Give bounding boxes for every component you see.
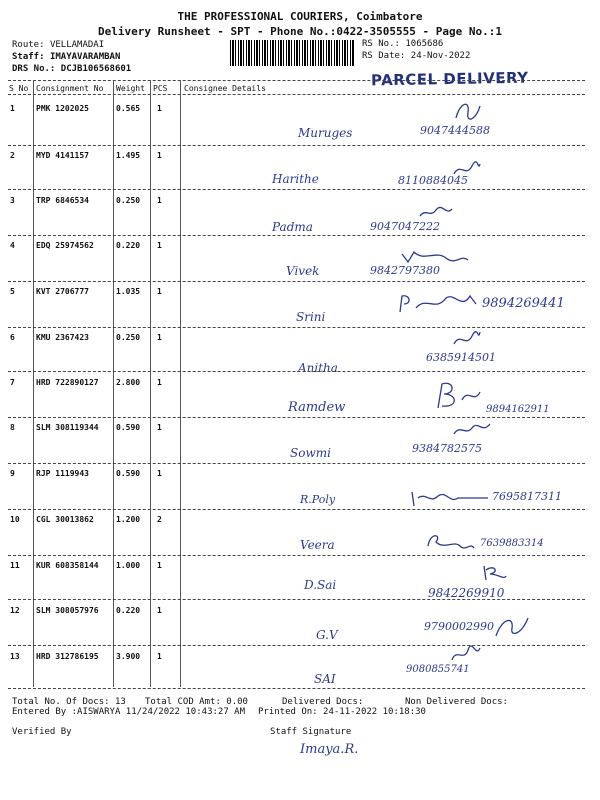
handwritten-name: Ramdew [288, 400, 346, 415]
row-consignment: HRD 722890127 [36, 378, 99, 387]
row-pcs: 1 [157, 151, 162, 160]
handwritten-name: D.Sai [304, 578, 337, 592]
signature-mark [410, 488, 490, 510]
signature-mark [480, 562, 508, 584]
signature-mark [492, 612, 532, 642]
handwritten-phone: 9384782575 [412, 442, 482, 455]
row-sno: 6 [10, 333, 15, 342]
row-weight: 0.590 [116, 469, 141, 478]
printed-on: Printed On: 24-11-2022 10:18:30 [258, 707, 426, 717]
handwritten-name: SAI [314, 672, 336, 686]
row-divider [8, 599, 585, 600]
header-rule-top [8, 80, 585, 81]
delivered-docs: Delivered Docs: [282, 697, 364, 707]
handwritten-phone: 7695817311 [492, 490, 562, 503]
signature-mark [452, 98, 482, 124]
handwritten-name: G.V [316, 628, 338, 642]
staff-value: IMAYAVARAMBAN [49, 52, 121, 62]
handwritten-phone: 6385914501 [426, 351, 496, 364]
total-cod: Total COD Amt: 0.00 [145, 697, 248, 707]
column-line [33, 80, 34, 687]
staff-signature: Imaya.R. [300, 742, 359, 757]
handwritten-name: Srini [296, 310, 326, 324]
handwritten-phone: 9894162911 [486, 404, 550, 415]
row-weight: 1.035 [116, 287, 141, 296]
signature-mark [452, 160, 482, 180]
entered-by: Entered By :AISWARYA 11/24/2022 10:43:27 AM [12, 707, 245, 717]
row-sno: 11 [10, 561, 20, 570]
handwritten-phone: 9080855741 [406, 664, 470, 675]
company-title: THE PROFESSIONAL COURIERS, Coimbatore [177, 10, 423, 23]
row-weight: 1.495 [116, 151, 141, 160]
handwritten-name: Harithe [272, 172, 319, 186]
signature-mark [424, 530, 476, 554]
rs-no-line [362, 39, 443, 49]
row-consignment: RJP 1119943 [36, 469, 89, 478]
handwritten-name: Muruges [298, 126, 353, 140]
drs-label: DRS No.: [12, 64, 56, 74]
row-sno: 12 [10, 606, 20, 615]
row-divider [8, 235, 585, 236]
drs-line [12, 64, 131, 74]
row-consignment: CGL 30013862 [36, 515, 94, 524]
route-line [12, 40, 104, 50]
row-pcs: 1 [157, 287, 162, 296]
handwritten-phone: 8110884045 [398, 174, 468, 187]
row-consignment: MYD 4141157 [36, 151, 89, 160]
parcel-delivery-stamp: PARCEL DELIVERY [370, 68, 529, 90]
column-header-pcs: PCS [153, 84, 168, 93]
column-header-weight: Weight [116, 84, 145, 93]
row-consignment: HRD 312786195 [36, 652, 99, 661]
row-sno: 1 [10, 104, 15, 113]
row-weight: 0.220 [116, 606, 141, 615]
handwritten-name: Veera [300, 538, 335, 552]
row-sno: 8 [10, 423, 15, 432]
row-weight: 3.900 [116, 652, 141, 661]
row-weight: 1.200 [116, 515, 141, 524]
signature-mark [400, 248, 470, 264]
row-sno: 13 [10, 652, 20, 661]
column-header-consignee: Consignee Details [184, 84, 266, 93]
row-divider [8, 463, 585, 464]
row-divider [8, 145, 585, 146]
signature-mark [452, 328, 482, 350]
row-sno: 5 [10, 287, 15, 296]
handwritten-phone: 9842269910 [428, 586, 505, 600]
non-delivered-docs: Non Delivered Docs: [405, 697, 508, 707]
row-divider [8, 281, 585, 282]
signature-mark [418, 206, 454, 220]
column-line [113, 80, 114, 687]
rs-date-label: RS Date: [362, 51, 406, 61]
row-weight: 2.800 [116, 378, 141, 387]
row-divider [8, 417, 585, 418]
row-pcs: 1 [157, 423, 162, 432]
row-pcs: 1 [157, 561, 162, 570]
row-consignment: KMU 2367423 [36, 333, 89, 342]
staff-label: Staff: [12, 52, 45, 62]
column-header-sno: S No [9, 84, 29, 93]
row-divider [8, 189, 585, 190]
route-label: Route: [12, 40, 45, 50]
handwritten-phone: 7639883314 [480, 538, 544, 549]
row-consignment: KUR 608358144 [36, 561, 99, 570]
row-weight: 0.250 [116, 196, 141, 205]
row-pcs: 1 [157, 606, 162, 615]
handwritten-name: Padma [272, 220, 313, 234]
rs-no-value: 1065686 [405, 39, 444, 49]
route-value: VELLAMADAI [49, 40, 105, 50]
signature-mark [452, 420, 492, 440]
row-divider [8, 509, 585, 510]
row-weight: 0.220 [116, 241, 141, 250]
row-pcs: 2 [157, 515, 162, 524]
row-sno: 4 [10, 241, 15, 250]
row-sno: 7 [10, 378, 15, 387]
row-consignment: SLM 308119344 [36, 423, 99, 432]
handwritten-name: Sowmi [290, 446, 331, 460]
rs-date-value: 24-Nov-2022 [410, 51, 471, 61]
column-line [180, 80, 181, 687]
rs-no-label: RS No.: [362, 39, 400, 49]
row-divider [8, 555, 585, 556]
row-pcs: 1 [157, 196, 162, 205]
row-consignment: EDQ 25974562 [36, 241, 94, 250]
handwritten-phone: 9894269441 [482, 296, 565, 311]
staff-line [12, 52, 120, 62]
barcode-image [230, 40, 355, 66]
row-consignment: TRP 6846534 [36, 196, 89, 205]
drs-value: DCJB106568601 [60, 64, 132, 74]
handwritten-phone: 9047047222 [370, 220, 440, 233]
handwritten-name: Anitha [298, 361, 338, 375]
column-line [150, 80, 151, 687]
row-pcs: 1 [157, 333, 162, 342]
row-sno: 9 [10, 469, 15, 478]
row-divider [8, 645, 585, 646]
row-pcs: 1 [157, 241, 162, 250]
handwritten-phone: 9047444588 [420, 124, 490, 137]
row-sno: 10 [10, 515, 20, 524]
row-sno: 3 [10, 196, 15, 205]
row-weight: 1.000 [116, 561, 141, 570]
handwritten-name: R.Poly [300, 493, 336, 506]
row-pcs: 1 [157, 469, 162, 478]
row-weight: 0.590 [116, 423, 141, 432]
verified-by: Verified By [12, 727, 72, 737]
rs-date-line [362, 51, 470, 61]
row-divider [8, 371, 585, 372]
handwritten-phone: 9842797380 [370, 264, 440, 277]
staff-signature-label: Staff Signature [270, 727, 352, 737]
row-sno: 2 [10, 151, 15, 160]
handwritten-name: Vivek [286, 264, 320, 278]
row-divider [8, 327, 585, 328]
column-header-consignment: Consignment No [36, 84, 104, 93]
runsheet-subtitle: Delivery Runsheet - SPT - Phone No.:0422-3505555 - Page No.:1 [98, 25, 502, 38]
row-weight: 0.250 [116, 333, 141, 342]
row-consignment: KVT 2706777 [36, 287, 89, 296]
signature-mark [450, 644, 482, 666]
row-weight: 0.565 [116, 104, 141, 113]
row-consignment: SLM 308057976 [36, 606, 99, 615]
row-pcs: 1 [157, 378, 162, 387]
total-docs: Total No. Of Docs: 13 [12, 697, 126, 707]
header-rule-bottom [8, 94, 585, 95]
row-pcs: 1 [157, 652, 162, 661]
signature-mark [396, 290, 478, 320]
row-pcs: 1 [157, 104, 162, 113]
signature-mark [432, 378, 482, 412]
row-divider [8, 688, 585, 689]
row-consignment: PMK 1202025 [36, 104, 89, 113]
handwritten-phone: 9790002990 [424, 620, 494, 633]
